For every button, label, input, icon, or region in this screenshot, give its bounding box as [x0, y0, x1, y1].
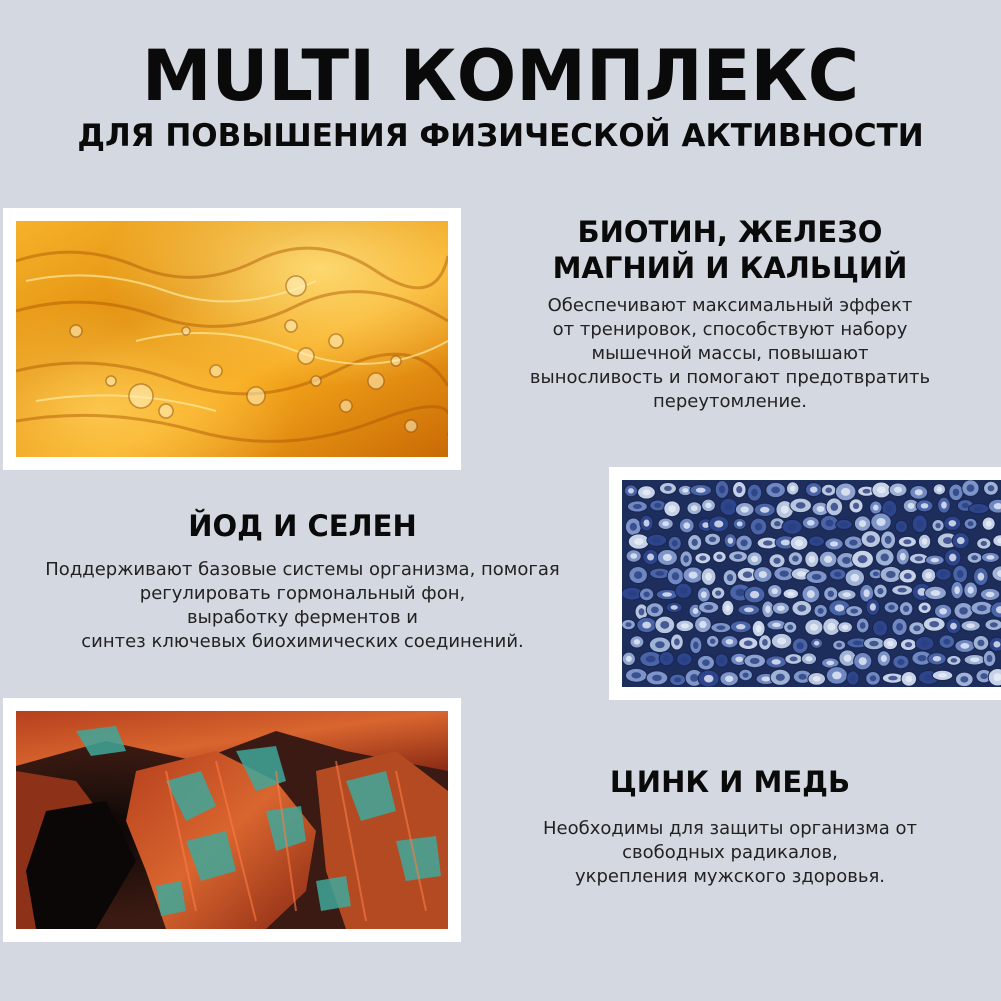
section-text-biotin: Обеспечивают максимальный эффект от тренировок, способствуют набору мышечной массы, повышают выносливость и помогают предотвратить переутомление. [529, 295, 931, 412]
section-heading-iodine: ЙОД И СЕЛЕН [188, 509, 417, 543]
section-text-zinc: Необходимы для защиты организма от свободных радикалов, укрепления мужского здоровья. [542, 818, 917, 887]
page-subtitle: ДЛЯ ПОВЫШЕНИЯ ФИЗИЧЕСКОЙ АКТИВНОСТИ [77, 118, 924, 154]
section-heading-zinc: ЦИНК И МЕДЬ [609, 765, 851, 799]
blue-agate-stones-photo [622, 480, 1001, 687]
golden-liquid-bubbles-photo [16, 221, 448, 457]
copper-mineral-crystal-photo [16, 711, 448, 929]
section-text-iodine: Поддерживают базовые системы организма, помогая регулировать гормональный фон, выработку ферментов и синтез ключевых биохимических соединений. [45, 559, 560, 652]
page-title: MULTI КОМПЛЕКС [141, 35, 860, 117]
section-heading-biotin: БИОТИН, ЖЕЛЕЗО МАГНИЙ И КАЛЬЦИЙ [552, 215, 908, 285]
